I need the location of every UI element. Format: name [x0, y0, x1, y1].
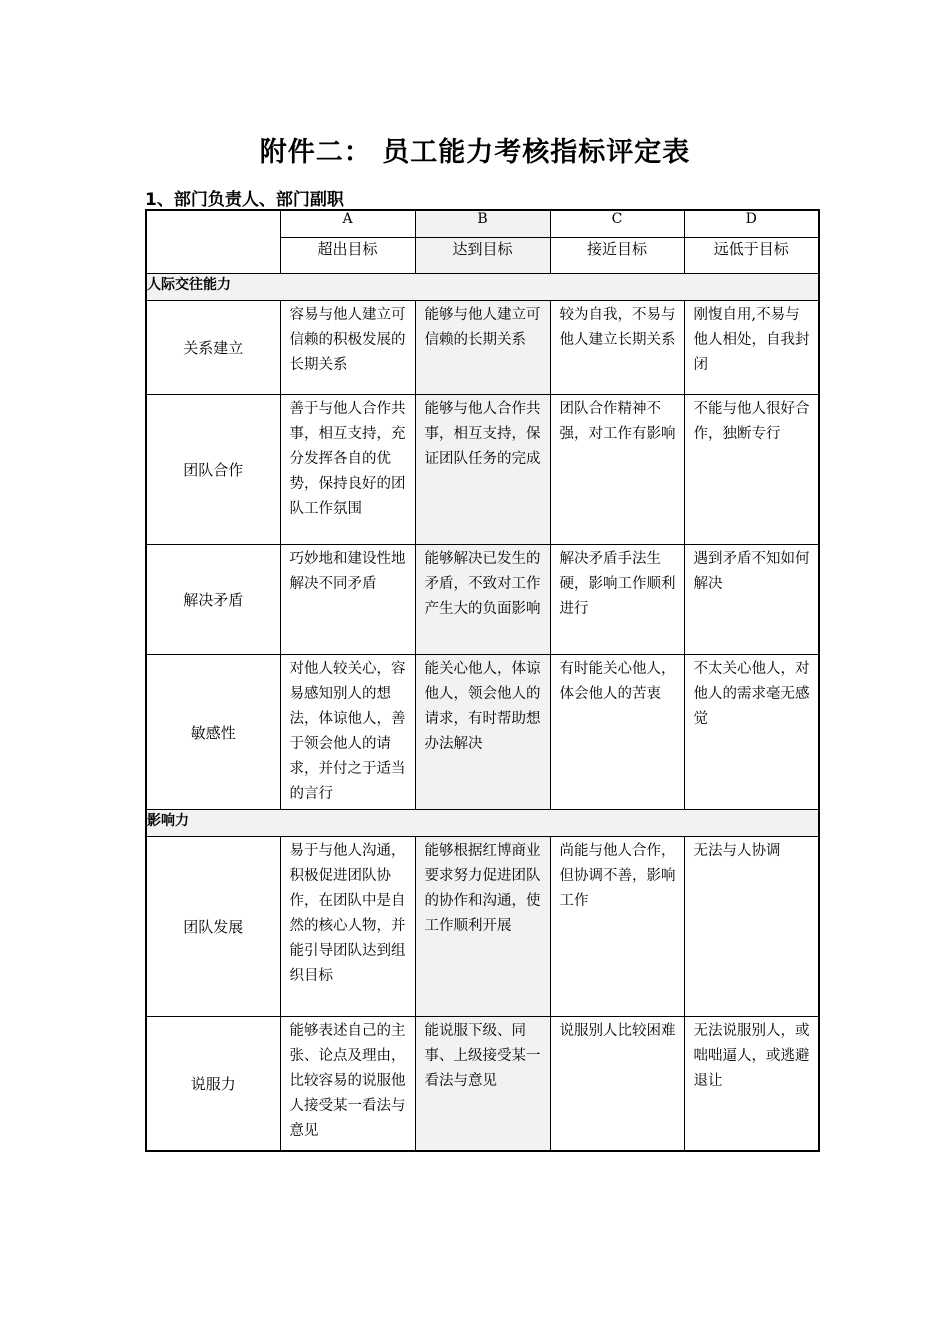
table-row — [146, 1017, 819, 1151]
column-letter: D — [684, 210, 819, 238]
table-cell: 刚愎自用,不易与他人相处，自我封闭 — [684, 301, 819, 395]
table-cell: 能够与他人建立可信赖的长期关系 — [415, 301, 550, 395]
table-cell: 不能与他人很好合作，独断专行 — [684, 395, 819, 545]
table-cell: 能关心他人，体谅他人，领会他人的请求，有时帮助想办法解决 — [415, 655, 550, 810]
column-level: 超出目标 — [280, 238, 415, 274]
section-header-row — [146, 810, 819, 837]
section-title: 影响力 — [146, 810, 819, 837]
table-cell: 较为自我，不易与他人建立长期关系 — [550, 301, 684, 395]
table-cell: 对他人较关心，容易感知别人的想法，体谅他人，善于领会他人的请求，并付之于适当的言行 — [280, 655, 415, 810]
table-cell: 容易与他人建立可信赖的积极发展的长期关系 — [280, 301, 415, 395]
table-cell: 善于与他人合作共事，相互支持，充分发挥各自的优势，保持良好的团队工作氛围 — [280, 395, 415, 545]
table-row — [146, 655, 819, 810]
column-letter: B — [415, 210, 550, 238]
table-cell: 尚能与他人合作，但协调不善，影响工作 — [550, 837, 684, 1017]
table-cell: 团队合作精神不强，对工作有影响 — [550, 395, 684, 545]
table-row — [146, 395, 819, 545]
table-cell: 巧妙地和建设性地解决不同矛盾 — [280, 545, 415, 655]
table-row — [146, 837, 819, 1017]
table-cell: 易于与他人沟通，积极促进团队协作，在团队中是自然的核心人物，并能引导团队达到组织目标 — [280, 837, 415, 1017]
table-row — [146, 301, 819, 395]
row-label: 解决矛盾 — [146, 545, 280, 655]
column-letter: A — [280, 210, 415, 238]
table-cell: 解决矛盾手法生硬，影响工作顺利进行 — [550, 545, 684, 655]
column-level: 远低于目标 — [684, 238, 819, 274]
table-cell: 遇到矛盾不知如何解决 — [684, 545, 819, 655]
table-cell: 无法与人协调 — [684, 837, 819, 1017]
section-subtitle: 1、部门负责人、部门副职 — [145, 190, 344, 210]
row-label: 关系建立 — [146, 301, 280, 395]
row-label: 说服力 — [146, 1017, 280, 1151]
table-row — [146, 545, 819, 655]
section-title: 人际交往能力 — [146, 274, 819, 301]
row-label: 团队发展 — [146, 837, 280, 1017]
header-corner-cell — [146, 210, 280, 274]
document-title: 附件二： 员工能力考核指标评定表 — [259, 137, 691, 168]
table-cell: 无法说服别人，或咄咄逼人，或逃避退让 — [684, 1017, 819, 1151]
table-cell: 说服别人比较困难 — [550, 1017, 684, 1151]
table-cell: 能够根据红博商业要求努力促进团队的协作和沟通，使工作顺利开展 — [415, 837, 550, 1017]
table-cell: 能够与他人合作共事，相互支持，保证团队任务的完成 — [415, 395, 550, 545]
column-level: 达到目标 — [415, 238, 550, 274]
table-cell: 能说服下级、同事、上级接受某一看法与意见 — [415, 1017, 550, 1151]
row-label: 敏感性 — [146, 655, 280, 810]
column-letter: C — [550, 210, 684, 238]
table-cell: 有时能关心他人，体会他人的苦衷 — [550, 655, 684, 810]
evaluation-table — [145, 209, 820, 1152]
table-cell: 能够表述自己的主张、论点及理由，比较容易的说服他人接受某一看法与意见 — [280, 1017, 415, 1151]
column-level: 接近目标 — [550, 238, 684, 274]
table-cell: 不太关心他人，对他人的需求毫无感觉 — [684, 655, 819, 810]
section-header-row — [146, 274, 819, 301]
row-label: 团队合作 — [146, 395, 280, 545]
column-letter-row — [146, 210, 819, 238]
table-cell: 能够解决已发生的矛盾，不致对工作产生大的负面影响 — [415, 545, 550, 655]
